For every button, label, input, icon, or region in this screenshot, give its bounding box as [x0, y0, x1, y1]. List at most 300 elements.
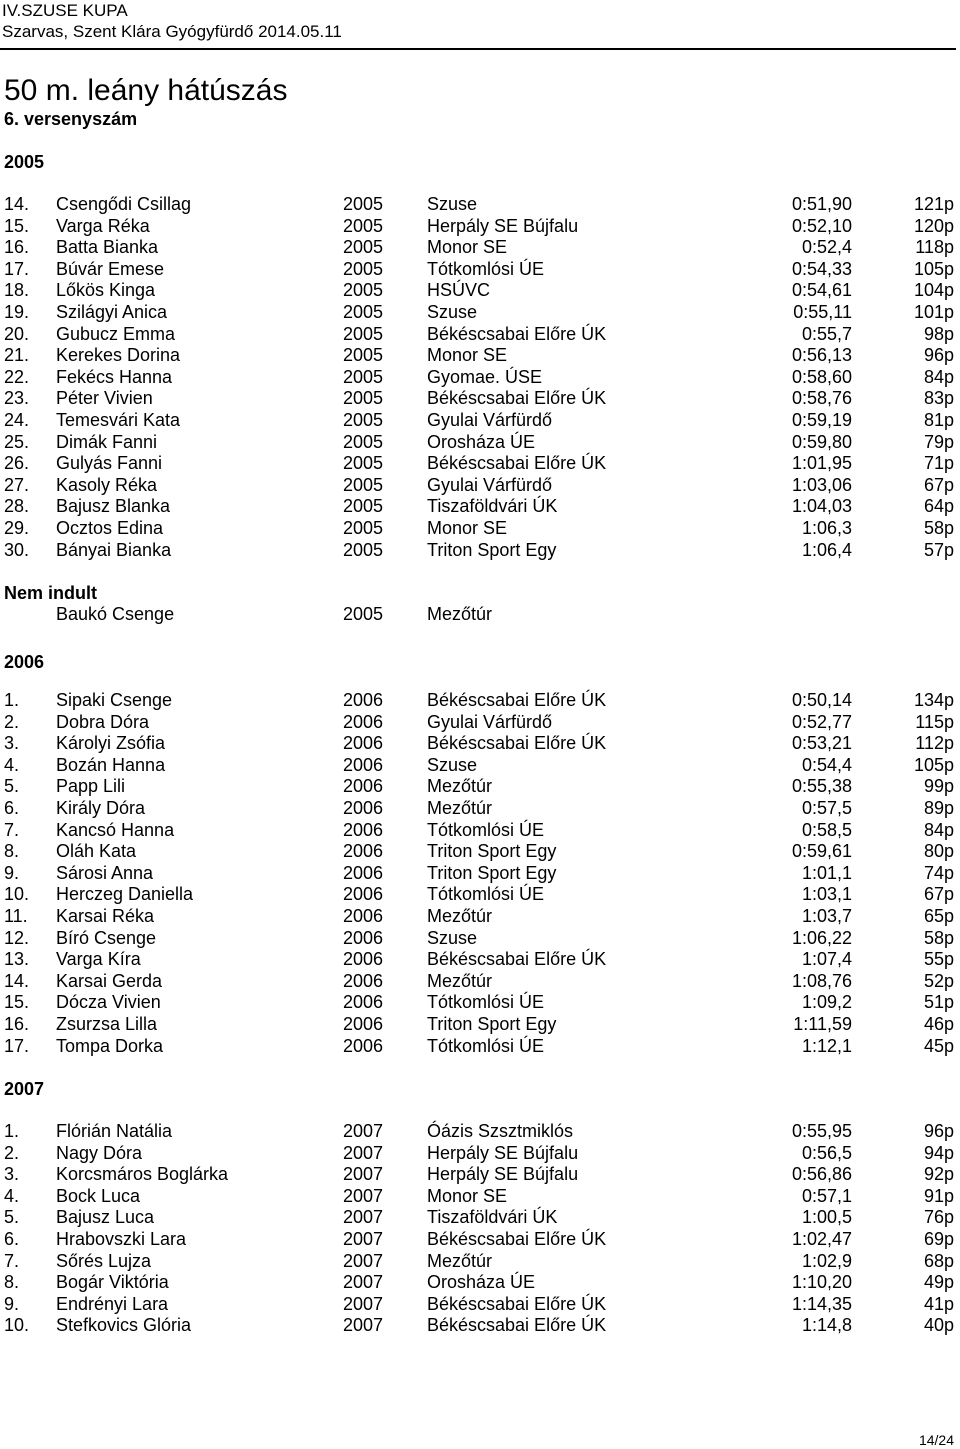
cell-year: 2005 [343, 517, 384, 538]
cell-club: Szuse [427, 301, 478, 322]
cell-year: 2005 [343, 301, 384, 322]
cell-place: 5. [4, 776, 20, 797]
cell-points: 57p [923, 539, 954, 560]
cell-year: 2005 [343, 431, 384, 452]
table-row [0, 1036, 960, 1058]
cell-club: Gyomae. ÚSE [427, 366, 543, 387]
cell-year: 2006 [343, 927, 384, 948]
cell-time: 1:10,20 [791, 1272, 852, 1293]
cell-place: 1. [4, 1121, 20, 1141]
cell-name: Zsurzsa Lilla [56, 1013, 158, 1034]
cell-name: Temesvári Kata [56, 409, 181, 430]
cell-place: 19. [4, 301, 30, 322]
cell-club: Békéscsabai Előre ÚK [427, 733, 607, 754]
cell-place: 6. [4, 797, 20, 818]
cell-year: 2006 [343, 949, 384, 970]
table-row [0, 518, 960, 540]
cell-place: 17. [4, 258, 30, 279]
cell-club: Orosháza ÚE [427, 431, 536, 452]
cell-time: 0:55,95 [791, 1121, 852, 1141]
cell-year: 2005 [343, 453, 384, 474]
cell-place: 16. [4, 237, 30, 258]
cell-club: Triton Sport Egy [427, 1013, 557, 1034]
table-row [0, 1186, 960, 1208]
cell-place: 30. [4, 539, 30, 560]
cell-name: Stefkovics Glória [56, 1315, 192, 1336]
cell-points: 46p [923, 1013, 954, 1034]
cell-club: Mezőtúr [427, 797, 493, 818]
cell-club: Békéscsabai Előre ÚK [427, 1228, 607, 1249]
cell-time: 0:56,5 [801, 1142, 852, 1163]
cell-place: 9. [4, 1293, 20, 1314]
page-number: 14/24 [918, 1432, 954, 1448]
cell-name: Dobra Dóra [56, 711, 150, 732]
table-row [0, 928, 960, 950]
cell-place: 18. [4, 280, 30, 301]
cell-club: Békéscsabai Előre ÚK [427, 1315, 607, 1336]
cell-club: Herpály SE Bújfalu [427, 1142, 579, 1163]
cell-year: 2005 [343, 474, 384, 495]
cell-club: Monor SE [427, 237, 508, 258]
cell-name: Bozán Hanna [56, 754, 166, 775]
table-row [0, 1229, 960, 1251]
cell-name: Dócza Vivien [56, 992, 161, 1013]
cell-place: 2. [4, 1142, 20, 1163]
cell-place: 15. [4, 215, 30, 236]
cell-place: 12. [4, 927, 30, 948]
cell-points: 80p [923, 841, 954, 862]
section-title: 2006 [4, 652, 45, 672]
cell-place: 14. [4, 970, 30, 991]
cell-club: Gyulai Várfürdő [427, 474, 553, 495]
cell-time: 0:58,76 [791, 388, 852, 409]
cell-club: Tótkomlósi ÚE [427, 258, 545, 279]
table-row [0, 884, 960, 906]
cell-place: 23. [4, 388, 30, 409]
cell-club: Mezőtúr [427, 604, 493, 624]
cell-club: Mezőtúr [427, 1250, 493, 1271]
cell-place: 13. [4, 949, 30, 970]
cell-place: 20. [4, 323, 30, 344]
cell-time: 1:08,76 [791, 970, 852, 991]
cell-place: 26. [4, 453, 30, 474]
table-row [0, 216, 960, 238]
cell-year: 2007 [343, 1185, 384, 1206]
cell-name: Bogár Viktória [56, 1272, 169, 1293]
cell-points: 94p [923, 1142, 954, 1163]
cell-club: Szuse [427, 194, 478, 214]
cell-time: 0:53,21 [791, 733, 852, 754]
cell-name: Sőrés Lujza [56, 1250, 152, 1271]
cell-club: Tiszaföldvári ÚK [427, 496, 558, 517]
cell-club: Triton Sport Egy [427, 841, 557, 862]
cell-club: HSÚVC [427, 280, 491, 301]
table-row [0, 475, 960, 497]
table-row [0, 496, 960, 518]
cell-points: 45p [923, 1035, 954, 1056]
cell-year: 2005 [343, 539, 384, 560]
cell-place: 7. [4, 819, 20, 840]
cell-name: Kerekes Dorina [56, 345, 181, 366]
cell-club: Békéscsabai Előre ÚK [427, 388, 607, 409]
cell-time: 0:54,61 [791, 280, 852, 301]
cell-club: Békéscsabai Előre ÚK [427, 949, 607, 970]
cell-year: 2006 [343, 970, 384, 991]
cell-points: 118p [915, 237, 954, 258]
cell-year: 2006 [343, 690, 384, 710]
cell-points: 52p [923, 970, 954, 991]
cell-place: 3. [4, 733, 20, 754]
cell-time: 1:04,03 [791, 496, 852, 517]
cell-name: Tompa Dorka [56, 1035, 164, 1056]
table-row [0, 820, 960, 842]
cell-year: 2006 [343, 905, 384, 926]
results-table [0, 690, 960, 1057]
table-row [0, 906, 960, 928]
cell-year: 2005 [343, 496, 384, 517]
cell-time: 1:02,9 [801, 1250, 852, 1271]
cell-points: 84p [923, 819, 954, 840]
cell-name: Batta Bianka [56, 237, 159, 258]
cell-points: 96p [923, 1121, 954, 1141]
table-row [0, 712, 960, 734]
cell-time: 1:03,1 [801, 884, 852, 905]
cell-points: 83p [923, 388, 954, 409]
cell-name: Endrényi Lara [56, 1293, 169, 1314]
cell-name: Ocztos Edina [56, 517, 164, 538]
cell-year: 2005 [343, 345, 384, 366]
cell-points: 115p [915, 711, 954, 732]
cell-time: 1:12,1 [801, 1035, 852, 1056]
competition-name: IV.SZUSE KUPA [2, 1, 128, 20]
cell-points: 74p [923, 862, 954, 883]
table-row [0, 540, 960, 562]
cell-club: Szuse [427, 754, 478, 775]
cell-year: 2006 [343, 797, 384, 818]
cell-name: Sipaki Csenge [56, 690, 173, 710]
cell-club: Békéscsabai Előre ÚK [427, 690, 607, 710]
cell-year: 2007 [343, 1142, 384, 1163]
cell-year: 2006 [343, 884, 384, 905]
cell-year: 2006 [343, 819, 384, 840]
cell-points: 105p [913, 754, 954, 775]
table-row [0, 1251, 960, 1273]
cell-club: Gyulai Várfürdő [427, 409, 553, 430]
cell-points: 96p [923, 345, 954, 366]
cell-time: 1:07,4 [801, 949, 852, 970]
table-row [0, 1272, 960, 1294]
cell-name: Karsai Réka [56, 905, 155, 926]
cell-time: 0:55,11 [793, 301, 852, 322]
cell-points: 89p [923, 797, 954, 818]
cell-name: Károlyi Zsófia [56, 733, 166, 754]
cell-year: 2006 [343, 841, 384, 862]
cell-points: 92p [923, 1164, 954, 1185]
cell-time: 1:01,95 [791, 453, 852, 474]
cell-place: 22. [4, 366, 30, 387]
cell-name: Bajusz Blanka [56, 496, 171, 517]
cell-place: 9. [4, 862, 20, 883]
cell-club: Mezőtúr [427, 776, 493, 797]
section-title: 2005 [4, 152, 45, 172]
cell-club: Triton Sport Egy [427, 862, 557, 883]
cell-year: 2007 [343, 1207, 384, 1228]
section-title: 2007 [4, 1079, 45, 1099]
cell-year: 2007 [343, 1293, 384, 1314]
cell-club: Szuse [427, 927, 478, 948]
cell-time: 1:01,1 [801, 862, 852, 883]
cell-points: 40p [923, 1315, 954, 1336]
cell-time: 1:14,35 [791, 1293, 852, 1314]
cell-name: Kasoly Réka [56, 474, 158, 495]
cell-club: Mezőtúr [427, 905, 493, 926]
table-row [0, 345, 960, 367]
cell-time: 0:56,13 [791, 345, 852, 366]
cell-place: 25. [4, 431, 30, 452]
cell-points: 134p [913, 690, 954, 710]
cell-name: Bock Luca [56, 1185, 141, 1206]
cell-points: 76p [923, 1207, 954, 1228]
cell-points: 81p [923, 409, 954, 430]
table-row [0, 237, 960, 259]
cell-points: 101p [913, 301, 954, 322]
cell-time: 0:52,10 [791, 215, 852, 236]
cell-place: 2. [4, 711, 20, 732]
results-table [0, 1121, 960, 1337]
cell-place: 17. [4, 1035, 30, 1056]
cell-name: Gubucz Emma [56, 323, 176, 344]
cell-name: Kancsó Hanna [56, 819, 175, 840]
cell-time: 0:50,14 [791, 690, 852, 710]
cell-year: 2006 [343, 992, 384, 1013]
cell-time: 1:14,8 [801, 1315, 852, 1336]
cell-place: 8. [4, 1272, 20, 1293]
cell-year: 2005 [343, 323, 384, 344]
cell-time: 0:52,4 [801, 237, 852, 258]
cell-name: Péter Vivien [56, 388, 153, 409]
table-row [0, 690, 960, 712]
table-row [0, 604, 960, 626]
cell-place: 14. [4, 194, 30, 214]
cell-time: 0:59,61 [791, 841, 852, 862]
cell-year: 2005 [343, 604, 384, 624]
table-row [0, 863, 960, 885]
cell-name: Nagy Dóra [56, 1142, 143, 1163]
cell-year: 2006 [343, 1013, 384, 1034]
cell-club: Békéscsabai Előre ÚK [427, 453, 607, 474]
cell-year: 2006 [343, 862, 384, 883]
cell-place: 24. [4, 409, 30, 430]
cell-time: 0:56,86 [791, 1164, 852, 1185]
venue-date: Szarvas, Szent Klára Gyógyfürdő 2014.05.11 [2, 22, 342, 41]
table-row [0, 1315, 960, 1337]
cell-time: 0:59,19 [791, 409, 852, 430]
cell-points: 68p [923, 1250, 954, 1271]
cell-points: 120p [913, 215, 954, 236]
cell-place: 3. [4, 1164, 20, 1185]
cell-name: Sárosi Anna [56, 862, 154, 883]
cell-name: Bíró Csenge [56, 927, 157, 948]
table-row [0, 992, 960, 1014]
table-row [0, 1164, 960, 1186]
cell-name: Oláh Kata [56, 841, 137, 862]
cell-year: 2005 [343, 194, 384, 214]
cell-name: Király Dóra [56, 797, 146, 818]
cell-points: 67p [923, 884, 954, 905]
cell-name: Hrabovszki Lara [56, 1228, 187, 1249]
cell-year: 2007 [343, 1315, 384, 1336]
document-header [2, 0, 342, 42]
cell-year: 2006 [343, 733, 384, 754]
cell-year: 2007 [343, 1272, 384, 1293]
cell-club: Mezőtúr [427, 970, 493, 991]
cell-time: 0:59,80 [791, 431, 852, 452]
cell-name: Karsai Gerda [56, 970, 163, 991]
cell-year: 2007 [343, 1250, 384, 1271]
cell-club: Békéscsabai Előre ÚK [427, 323, 607, 344]
cell-time: 1:11,59 [793, 1013, 852, 1034]
cell-club: Tótkomlósi ÚE [427, 1035, 545, 1056]
cell-year: 2006 [343, 776, 384, 797]
cell-points: 99p [923, 776, 954, 797]
cell-time: 1:09,2 [801, 992, 852, 1013]
cell-name: Fekécs Hanna [56, 366, 173, 387]
cell-points: 58p [923, 517, 954, 538]
cell-place: 11. [4, 905, 28, 926]
cell-points: 64p [923, 496, 954, 517]
cell-name: Bajusz Luca [56, 1207, 155, 1228]
cell-time: 0:57,1 [801, 1185, 852, 1206]
cell-club: Herpály SE Bújfalu [427, 1164, 579, 1185]
cell-place: 5. [4, 1207, 20, 1228]
cell-time: 0:58,60 [791, 366, 852, 387]
cell-name: Lőkös Kinga [56, 280, 156, 301]
cell-points: 58p [923, 927, 954, 948]
table-row [0, 1014, 960, 1036]
cell-points: 105p [913, 258, 954, 279]
cell-club: Orosháza ÚE [427, 1272, 536, 1293]
cell-year: 2005 [343, 258, 384, 279]
cell-place: 4. [4, 754, 20, 775]
cell-year: 2005 [343, 237, 384, 258]
cell-time: 0:57,5 [801, 797, 852, 818]
cell-name: Herczeg Daniella [56, 884, 194, 905]
cell-club: Békéscsabai Előre ÚK [427, 1293, 607, 1314]
cell-club: Óázis Szsztmiklós [427, 1121, 574, 1141]
cell-points: 79p [923, 431, 954, 452]
table-row [0, 453, 960, 475]
cell-year: 2006 [343, 711, 384, 732]
cell-points: 55p [923, 949, 954, 970]
table-row [0, 841, 960, 863]
cell-year: 2007 [343, 1164, 384, 1185]
cell-club: Tótkomlósi ÚE [427, 884, 545, 905]
table-row [0, 1294, 960, 1316]
cell-time: 1:03,06 [791, 474, 852, 495]
cell-year: 2005 [343, 366, 384, 387]
cell-name: Baukó Csenge [56, 604, 175, 624]
header-divider [0, 48, 956, 50]
cell-name: Varga Kíra [56, 949, 141, 970]
table-row [0, 388, 960, 410]
cell-year: 2006 [343, 754, 384, 775]
cell-points: 104p [913, 280, 954, 301]
table-row [0, 1121, 960, 1143]
cell-place: 8. [4, 841, 20, 862]
cell-name: Varga Réka [56, 215, 150, 236]
cell-name: Flórián Natália [56, 1121, 173, 1141]
cell-points: 121p [913, 194, 954, 214]
cell-points: 41p [923, 1293, 954, 1314]
cell-year: 2006 [343, 1035, 384, 1056]
cell-points: 65p [923, 905, 954, 926]
cell-points: 51p [923, 992, 954, 1013]
cell-club: Tiszaföldvári ÚK [427, 1207, 558, 1228]
cell-points: 49p [923, 1272, 954, 1293]
table-row [0, 410, 960, 432]
cell-time: 0:54,33 [791, 258, 852, 279]
table-row [0, 432, 960, 454]
cell-place: 15. [4, 992, 30, 1013]
cell-name: Dimák Fanni [56, 431, 158, 452]
cell-place: 28. [4, 496, 30, 517]
cell-points: 69p [923, 1228, 954, 1249]
cell-year: 2007 [343, 1228, 384, 1249]
table-row [0, 798, 960, 820]
cell-place: 21. [4, 345, 30, 366]
table-row [0, 755, 960, 777]
cell-time: 0:55,7 [801, 323, 852, 344]
event-number: 6. versenyszám [4, 109, 138, 129]
cell-club: Monor SE [427, 1185, 508, 1206]
cell-time: 0:58,5 [801, 819, 852, 840]
cell-club: Monor SE [427, 517, 508, 538]
cell-points: 91p [923, 1185, 954, 1206]
cell-name: Papp Lili [56, 776, 126, 797]
cell-time: 1:06,4 [801, 539, 852, 560]
table-row [0, 280, 960, 302]
table-row [0, 259, 960, 281]
cell-time: 1:06,22 [791, 927, 852, 948]
cell-time: 0:52,77 [791, 711, 852, 732]
cell-points: 84p [923, 366, 954, 387]
table-row [0, 971, 960, 993]
cell-club: Triton Sport Egy [427, 539, 557, 560]
cell-year: 2005 [343, 215, 384, 236]
cell-place: 29. [4, 517, 30, 538]
cell-year: 2005 [343, 280, 384, 301]
cell-club: Tótkomlósi ÚE [427, 819, 545, 840]
cell-points: 112p [915, 733, 954, 754]
cell-name: Szilágyi Anica [56, 301, 168, 322]
cell-place: 16. [4, 1013, 30, 1034]
cell-place: 7. [4, 1250, 20, 1271]
table-row [0, 324, 960, 346]
cell-name: Bányai Bianka [56, 539, 172, 560]
cell-name: Gulyás Fanni [56, 453, 163, 474]
cell-place: 10. [4, 884, 30, 905]
table-row [0, 733, 960, 755]
table-row [0, 776, 960, 798]
cell-club: Gyulai Várfürdő [427, 711, 553, 732]
cell-year: 2007 [343, 1121, 384, 1141]
cell-name: Búvár Emese [56, 258, 165, 279]
section-title: Nem indult [4, 583, 97, 603]
cell-points: 71p [923, 453, 954, 474]
cell-time: 1:06,3 [801, 517, 852, 538]
cell-time: 1:00,5 [801, 1207, 852, 1228]
cell-time: 0:51,90 [791, 194, 852, 214]
